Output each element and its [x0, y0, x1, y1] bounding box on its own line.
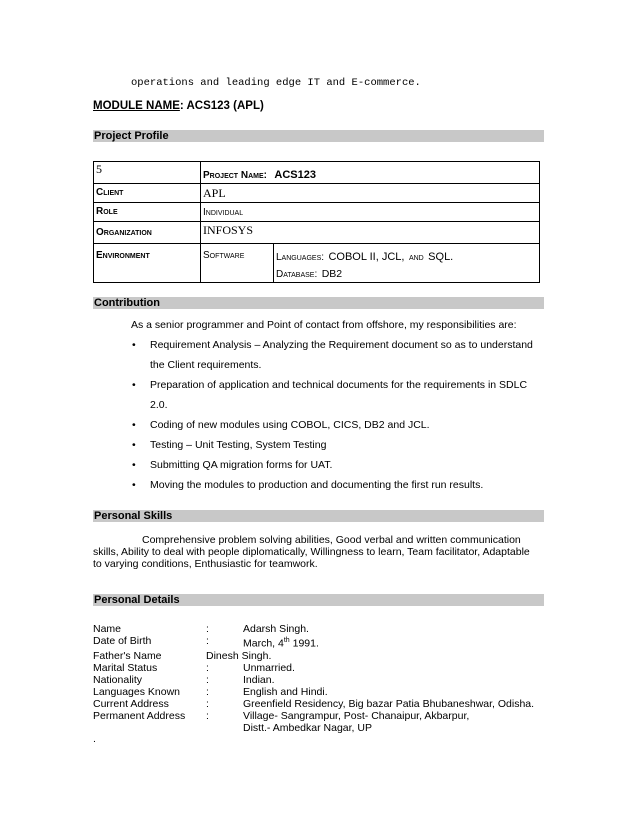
list-item	[110, 415, 550, 435]
detail-row	[93, 662, 534, 674]
environment-label: Environment	[94, 244, 201, 283]
section-project-profile: Project Profile	[93, 130, 544, 142]
detail-label: Name	[93, 623, 122, 635]
bullet-icon: •	[132, 419, 136, 431]
contribution-list	[110, 335, 550, 495]
list-item-text: Requirement Analysis – Analyzing the Requirement document so as to understand the Client requirements.	[150, 339, 533, 371]
detail-label: Date of Birth	[93, 635, 152, 647]
list-item-text: Preparation of application and technical documents for the requirements in SDLC 2.0.	[150, 379, 528, 411]
detail-row	[93, 698, 534, 710]
detail-row	[93, 650, 534, 662]
languages-last: SQL.	[428, 251, 454, 263]
detail-value: March, 4th 1991.	[243, 637, 319, 650]
detail-sep: :	[206, 635, 209, 647]
client-value: APL	[201, 184, 540, 203]
list-item	[110, 455, 550, 475]
bullet-icon: •	[132, 339, 136, 351]
organization-value: INFOSYS	[201, 222, 540, 244]
personal-details-table	[93, 623, 534, 734]
detail-sep: :	[206, 685, 209, 698]
section-personal-details: Personal Details	[93, 594, 544, 606]
role-value: Individual	[201, 203, 540, 222]
list-item-text: Coding of new modules using COBOL, CICS, DB2 and JCL.	[150, 419, 430, 431]
project-name-label: Project Name:	[203, 170, 267, 181]
detail-row	[93, 674, 534, 686]
detail-label: Nationality	[93, 673, 143, 686]
project-name-value: ACS123	[274, 169, 316, 181]
languages-and: and	[408, 252, 424, 263]
list-item	[110, 475, 550, 495]
list-item-text: Submitting QA migration forms for UAT.	[150, 459, 333, 471]
detail-label: Current Address	[93, 697, 169, 710]
detail-sep: :	[206, 697, 209, 710]
list-item-text: Testing – Unit Testing, System Testing	[150, 439, 327, 451]
detail-value: English and Hindi.	[243, 685, 328, 698]
skills-line-3: to varying conditions, Enthusiastic for teamwork.	[93, 558, 318, 570]
module-name	[93, 100, 264, 112]
detail-value: Adarsh Singh.	[243, 623, 309, 635]
detail-value: Indian.	[243, 673, 275, 686]
personal-skills-text	[93, 534, 543, 570]
detail-sep: :	[206, 661, 209, 674]
detail-row	[93, 635, 534, 650]
module-label: MODULE NAME	[93, 100, 180, 112]
intro-line: operations and leading edge IT and E-commerce.	[131, 77, 421, 89]
section-contribution: Contribution	[93, 297, 544, 309]
bullet-icon: •	[132, 459, 136, 471]
detail-sep: :	[206, 623, 209, 635]
detail-value: Greenfield Residency, Big bazar Patia Bhubaneshwar, Odisha.	[243, 697, 535, 710]
detail-row	[93, 710, 534, 734]
section-personal-skills: Personal Skills	[93, 510, 544, 522]
module-value: : ACS123 (APL)	[179, 100, 264, 112]
software-label: Software	[201, 244, 274, 283]
project-number: 5	[94, 162, 201, 184]
detail-value: Unmarried.	[243, 661, 295, 674]
list-item	[110, 335, 535, 375]
languages-value: COBOL II, JCL,	[328, 251, 405, 263]
contribution-intro: As a senior programmer and Point of contact from offshore, my responsibilities are:	[131, 319, 517, 331]
detail-sep: :	[206, 673, 209, 686]
list-item-text: Moving the modules to production and documenting the first run results.	[150, 479, 484, 491]
database-label: Database:	[276, 269, 318, 280]
client-label: Client	[94, 184, 201, 203]
project-name-cell	[201, 162, 540, 184]
detail-label: Permanent Address	[93, 709, 186, 722]
list-item	[110, 375, 535, 415]
bullet-icon: •	[132, 479, 136, 491]
detail-label: Marital Status	[93, 661, 158, 674]
role-label: Role	[94, 203, 201, 222]
organization-label: Organization	[94, 222, 201, 244]
skills-line-1: Comprehensive problem solving abilities, Good verbal and written communication	[142, 534, 521, 546]
skills-line-2: skills, Ability to deal with people diplomatically, Willingness to learn, Team facilitator, Adaptable	[93, 546, 530, 558]
detail-label: Languages Known	[93, 685, 180, 698]
list-item	[110, 435, 550, 455]
bullet-icon: •	[132, 439, 136, 451]
environment-details	[274, 244, 540, 283]
detail-row	[93, 686, 534, 698]
trailing-dot: .	[93, 733, 96, 745]
database-value: DB2	[321, 268, 343, 280]
project-profile-table	[93, 161, 540, 283]
detail-value: Dinesh Singh.	[206, 649, 272, 662]
bullet-icon: •	[132, 379, 136, 391]
detail-sep: :	[206, 709, 209, 722]
detail-value: Village- Sangrampur, Post- Chanaipur, Akbarpur, Distt.- Ambedkar Nagar, UP	[243, 709, 470, 734]
detail-label: Father's Name	[93, 649, 162, 662]
languages-label: Languages:	[276, 252, 325, 263]
detail-row	[93, 623, 534, 635]
